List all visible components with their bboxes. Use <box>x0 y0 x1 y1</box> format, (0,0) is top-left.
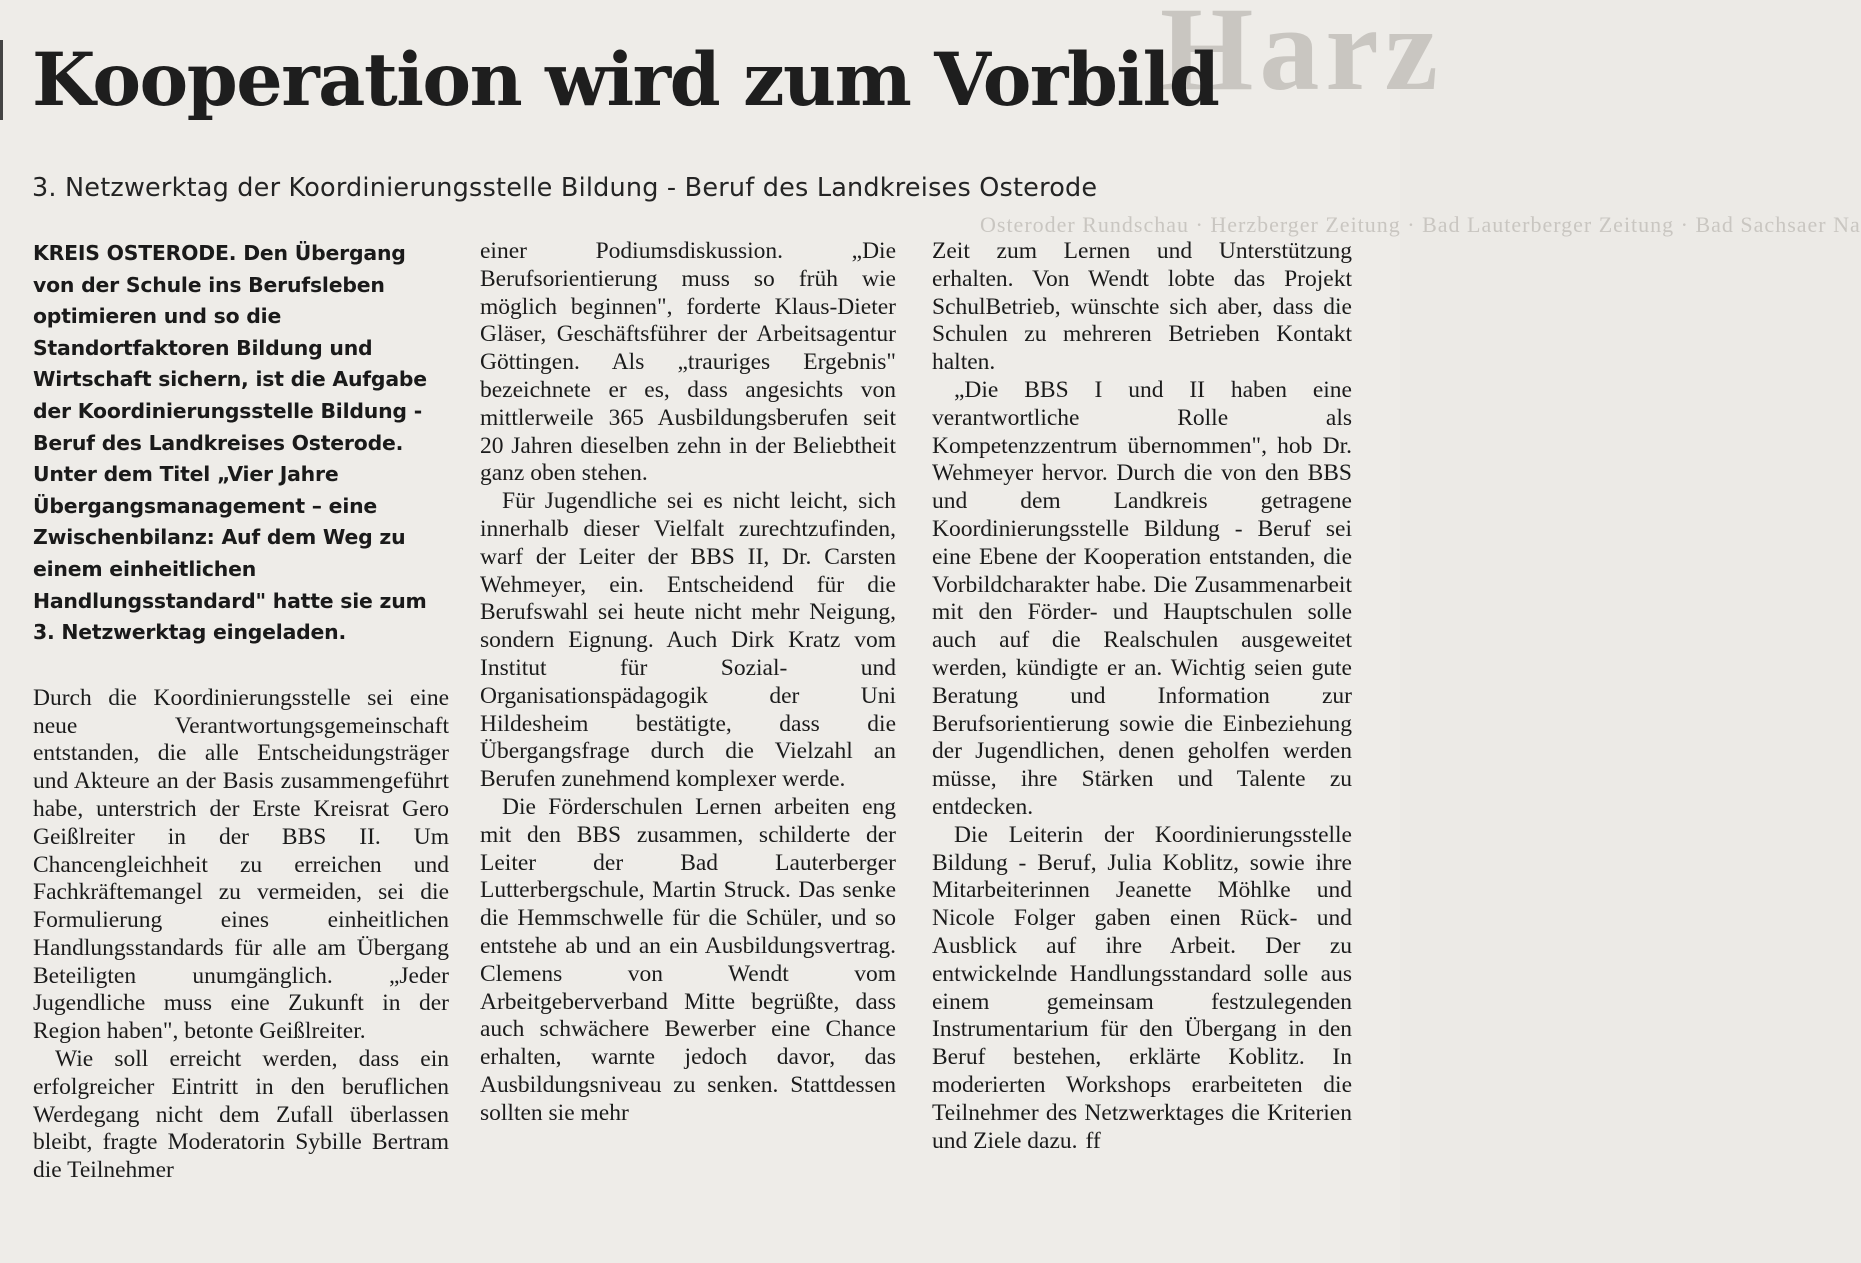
paragraph-final <box>932 822 1352 1156</box>
article-lead <box>33 238 449 649</box>
article-column-2 <box>480 238 896 1128</box>
article-subheadline: 3. Netzwerktag der Koordinierungsstelle Bildung - Beruf des Landkreises Osterode <box>32 173 1098 203</box>
bleed-through-masthead: Harz <box>1160 0 1444 115</box>
author-initials: ff <box>1085 1127 1101 1154</box>
lead-text: Den Übergang von der Schule ins Berufsleben optimieren und so die Standortfaktoren Bildung und Wirtschaft sichern, ist die Aufgabe der Koordinierungsstelle Bildung - Beruf des Landkreises Osterode. Unter dem Titel „Vier Jahre Übergangsmanagement – eine Zwischenbilanz: Auf dem Weg zu einem einheitlichen Handlungsstandard" hatte sie zum 3. Netzwerktag eingeladen. <box>33 241 427 645</box>
article-column-1 <box>33 238 449 1185</box>
paragraph: „Die BBS I und II haben eine verantwortliche Rolle als Kompetenzzentrum übernommen", hob Dr. Wehmeyer hervor. Durch die von den BBS und dem Landkreis getragene Koordinierungsstelle Bildung - Beruf sei eine Ebene der Kooperation entstanden, die Vorbildcharakter habe. Die Zusammenarbeit mit den Förder- und Hauptschulen solle auch auf die Realschulen ausgeweitet werden, kündigte er an. Wichtig seien gute Beratung und Information zur Berufsorientierung sowie die Einbeziehung der Jugendlichen, denen geholfen werden müsse, ihre Stärken und Talente zu entdecken. <box>932 376 1352 820</box>
lead-dateline: KREIS OSTERODE. <box>33 241 237 265</box>
paragraph: einer Podiumsdiskussion. „Die Berufsorientierung muss so früh wie möglich beginnen", forderte Klaus-Dieter Gläser, Geschäftsführer der Arbeitsagentur Göttingen. Als „trauriges Ergebnis" bezeichnete er es, dass angesichts von mittlerweile 365 Ausbildungsberufen seit 20 Jahren dieselben zehn in der Beliebtheit ganz oben stehen. <box>480 238 896 487</box>
article-headline: Kooperation wird zum Vorbild <box>32 37 1219 123</box>
article-column-3 <box>932 238 1352 1155</box>
paragraph: Für Jugendliche sei es nicht leicht, sich innerhalb dieser Vielfalt zurechtzufinden, warf der Leiter der BBS II, Dr. Carsten Wehmeyer, ein. Entscheidend für die Berufswahl sei heute nicht mehr Neigung, sondern Eignung. Auch Dirk Kratz vom Institut für Sozial- und Organisationspädagogik der Uni Hildesheim bestätigte, dass die Übergangsfrage durch die Vielzahl an Berufen zunehmend komplexer werde. <box>480 488 896 793</box>
bleed-through-publication-list: Osteroder Rundschau · Herzberger Zeitung · Bad Lauterberger Zeitung · Bad Sachsaer Na <box>980 212 1861 237</box>
paragraph: Zeit zum Lernen und Unterstützung erhalten. Von Wendt lobte das Projekt SchulBetrieb, wünschte sich aber, dass die Schulen zu mehreren Betrieben Kontakt halten. <box>932 238 1352 376</box>
paragraph: Durch die Koordinierungsstelle sei eine neue Verantwortungsgemeinschaft entstanden, die alle Entscheidungsträger und Akteure an der Basis zusammengeführt habe, unterstrich der Erste Kreisrat Gero Geißlreiter in der BBS II. Um Chancengleichheit zu erreichen und Fachkräftemangel zu vermeiden, sei die Formulierung eines einheitlichen Handlungsstandards für alle am Übergang Beteiligten unumgänglich. „Jeder Jugendliche muss eine Zukunft in der Region haben", betonte Geißlreiter. <box>33 684 449 1045</box>
paragraph: Die Förderschulen Lernen arbeiten eng mit den BBS zusammen, schilderte der Leiter der Bad Lauterberger Lutterbergschule, Martin Struck. Das senke die Hemmschwelle für die Schüler, und so entstehe ab und an ein Ausbildungsvertrag. Clemens von Wendt vom Arbeitgeberverband Mitte begrüßte, dass auch schwächere Bewerber eine Chance erhalten, warnte jedoch davor, das Ausbildungsniveau zu senken. Stattdessen sollten sie mehr <box>480 793 896 1126</box>
paragraph-text: Die Leiterin der Koordinierungsstelle Bildung - Beruf, Julia Koblitz, sowie ihre Mitarbeiterinnen Jeanette Möhlke und Nicole Folger gaben einen Rück- und Ausblick auf ihre Arbeit. Der zu entwickelnde Handlungsstandard solle aus einem gemeinsam festzulegenden Instrumentarium für den Übergang in den Beruf bestehen, erklärte Koblitz. In moderierten Workshops erarbeiteten die Teilnehmer des Netzwerktages die Kriterien und Ziele dazu. <box>932 821 1352 1154</box>
column-rule <box>0 40 3 120</box>
paragraph: Wie soll erreicht werden, dass ein erfolgreicher Eintritt in den beruflichen Werdegang nicht dem Zufall überlassen bleibt, fragte Moderatorin Sybille Bertram die Teilnehmer <box>33 1046 449 1184</box>
